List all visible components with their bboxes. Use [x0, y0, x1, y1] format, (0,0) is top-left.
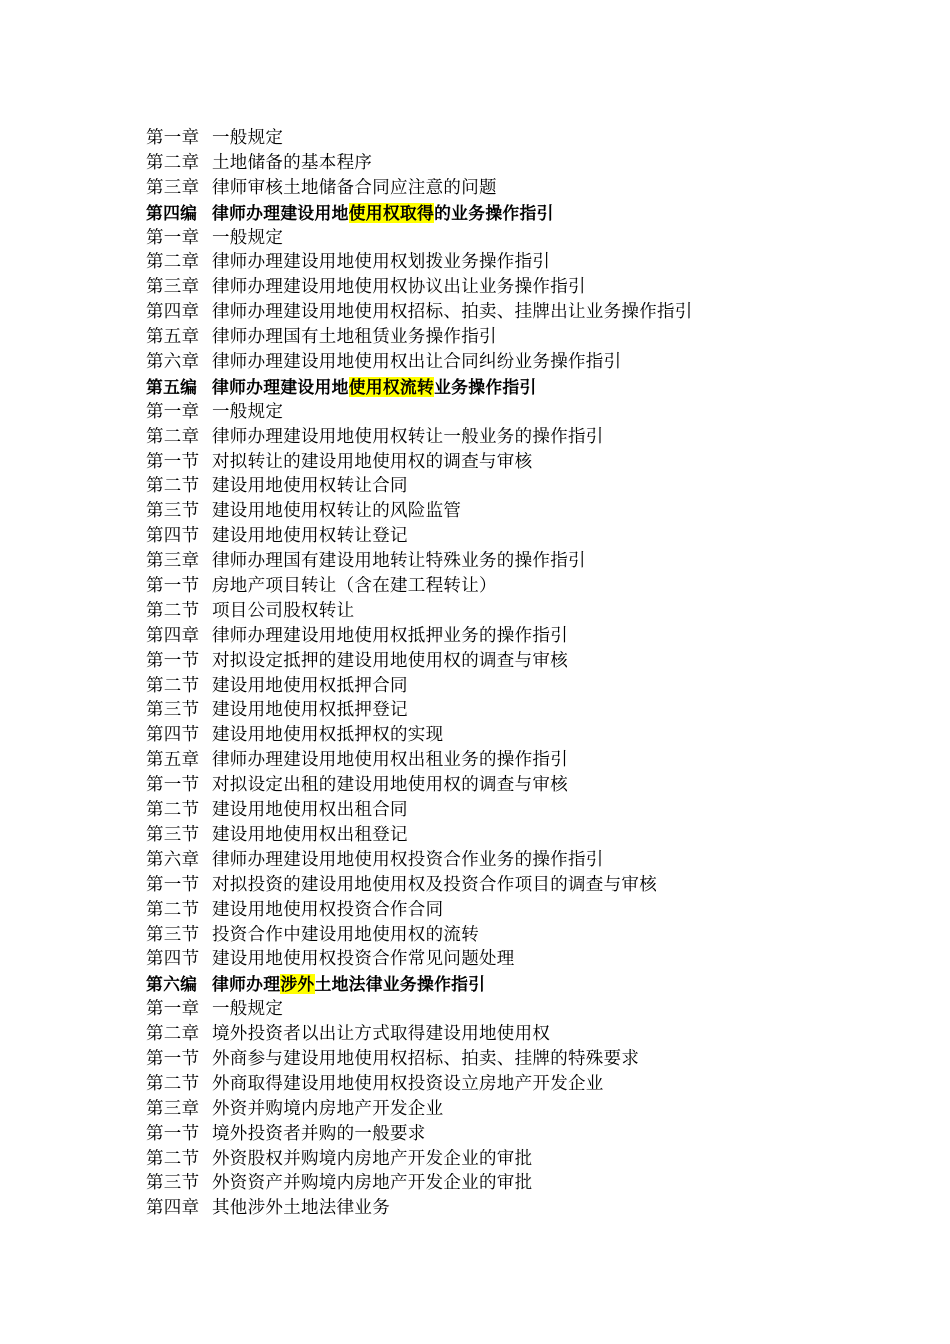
toc-entry — [146, 898, 926, 923]
toc-entry-title: 业务操作指引 — [434, 376, 537, 397]
toc-entry-title: 境外投资者以出让方式取得建设用地使用权 — [212, 1024, 551, 1045]
toc-entry-title: 一般规定 — [212, 999, 284, 1020]
toc-entry-title: 律师办理建设用地使用权出租业务的操作指引 — [212, 750, 568, 771]
toc-entry-number: 第二节 — [146, 899, 200, 920]
toc-entry-title: 对拟转让的建设用地使用权的调查与审核 — [212, 451, 533, 472]
toc-entry-title: 建设用地使用权投资合作合同 — [212, 899, 444, 920]
toc-entry-number: 第四章 — [146, 625, 200, 646]
toc-entry — [146, 275, 926, 300]
toc-entry-title: 外资股权并购境内房地产开发企业的审批 — [212, 1148, 533, 1169]
toc-entry-number: 第一章 — [146, 999, 200, 1020]
toc-entry — [146, 151, 926, 176]
toc-entry-title: 律师办理建设用地 — [212, 376, 349, 397]
toc-entry-title: 对拟投资的建设用地使用权及投资合作项目的调查与审核 — [212, 874, 657, 895]
toc-entry — [146, 250, 926, 275]
toc-entry-title: 建设用地使用权出租登记 — [212, 824, 408, 845]
toc-entry — [146, 524, 926, 549]
toc-entry-title: 建设用地使用权转让的风险监管 — [212, 501, 462, 522]
toc-entry-title: 房地产项目转让（含在建工程转让） — [212, 576, 497, 597]
toc-entry-number: 第六章 — [146, 352, 200, 373]
toc-entry — [146, 997, 926, 1022]
toc-entry — [146, 549, 926, 574]
toc-entry — [146, 450, 926, 475]
toc-entry-number: 第三节 — [146, 924, 200, 945]
toc-entry-title: 境外投资者并购的一般要求 — [212, 1123, 426, 1144]
toc-entry-title: 律师办理建设用地使用权抵押业务的操作指引 — [212, 625, 568, 646]
toc-entry — [146, 1122, 926, 1147]
toc-part-heading — [146, 972, 926, 997]
toc-entry-number: 第三章 — [146, 1098, 200, 1119]
toc-entry — [146, 300, 926, 325]
toc-entry-title: 项目公司股权转让 — [212, 600, 355, 621]
toc-entry-number: 第二节 — [146, 675, 200, 696]
toc-entry-number: 第三章 — [146, 177, 200, 198]
toc-entry-number: 第一章 — [146, 401, 200, 422]
toc-entry — [146, 848, 926, 873]
toc-entry-number: 第四节 — [146, 526, 200, 547]
toc-entry-number: 第二章 — [146, 252, 200, 273]
toc-entry — [146, 923, 926, 948]
toc-entry — [146, 474, 926, 499]
toc-entry-title: 外资并购境内房地产开发企业 — [212, 1098, 444, 1119]
toc-entry-number: 第三节 — [146, 1173, 200, 1194]
toc-entry-number: 第三章 — [146, 551, 200, 572]
toc-entry-number: 第二节 — [146, 1148, 200, 1169]
toc-entry — [146, 649, 926, 674]
toc-entry — [146, 698, 926, 723]
toc-entry-title: 律师办理建设用地使用权转让一般业务的操作指引 — [212, 426, 604, 447]
toc-entry-number: 第五章 — [146, 327, 200, 348]
table-of-contents — [146, 126, 926, 1221]
toc-entry-title: 律师办理建设用地使用权投资合作业务的操作指引 — [212, 849, 604, 870]
toc-entry-title: 对拟设定抵押的建设用地使用权的调查与审核 — [212, 650, 568, 671]
toc-entry-title: 律师办理国有土地租赁业务操作指引 — [212, 327, 497, 348]
toc-entry-title: 律师办理建设用地使用权协议出让业务操作指引 — [212, 277, 586, 298]
toc-entry-number: 第四编 — [146, 202, 198, 223]
toc-entry-number: 第四章 — [146, 302, 200, 323]
toc-entry — [146, 574, 926, 599]
toc-entry-number: 第二章 — [146, 426, 200, 447]
toc-entry-title: 律师办理建设用地使用权出让合同纠纷业务操作指引 — [212, 352, 622, 373]
toc-entry-number: 第三节 — [146, 501, 200, 522]
toc-entry — [146, 1171, 926, 1196]
toc-entry — [146, 773, 926, 798]
toc-entry — [146, 947, 926, 972]
toc-entry-title: 外资资产并购境内房地产开发企业的审批 — [212, 1173, 533, 1194]
toc-entry-title: 建设用地使用权抵押合同 — [212, 675, 408, 696]
toc-entry-number: 第一节 — [146, 576, 200, 597]
toc-entry-number: 第四章 — [146, 1198, 200, 1219]
toc-entry — [146, 1022, 926, 1047]
toc-entry-number: 第一节 — [146, 1048, 200, 1069]
toc-entry-number: 第二节 — [146, 600, 200, 621]
toc-entry-title: 外商取得建设用地使用权投资设立房地产开发企业 — [212, 1073, 604, 1094]
toc-entry-title: 建设用地使用权转让合同 — [212, 476, 408, 497]
toc-entry-title: 其他涉外土地法律业务 — [212, 1198, 390, 1219]
toc-part-heading — [146, 375, 926, 400]
highlighted-text: 使用权取得 — [348, 202, 435, 223]
toc-entry-number: 第二章 — [146, 152, 200, 173]
highlighted-text: 涉外 — [280, 974, 315, 995]
toc-entry-number: 第四节 — [146, 949, 200, 970]
toc-entry-number: 第六章 — [146, 849, 200, 870]
highlighted-text: 使用权流转 — [348, 376, 435, 397]
toc-entry — [146, 674, 926, 699]
toc-entry — [146, 176, 926, 201]
toc-entry-number: 第一章 — [146, 227, 200, 248]
toc-entry-title: 律师办理建设用地使用权招标、拍卖、挂牌出让业务操作指引 — [212, 302, 693, 323]
toc-entry-number: 第三节 — [146, 824, 200, 845]
toc-entry-title: 律师审核土地储备合同应注意的问题 — [212, 177, 497, 198]
toc-part-heading — [146, 201, 926, 226]
toc-entry-title: 对拟设定出租的建设用地使用权的调查与审核 — [212, 775, 568, 796]
toc-entry-number: 第二章 — [146, 1024, 200, 1045]
toc-entry-title: 建设用地使用权抵押权的实现 — [212, 725, 444, 746]
toc-entry-number: 第一节 — [146, 775, 200, 796]
toc-entry — [146, 499, 926, 524]
toc-entry-number: 第二节 — [146, 476, 200, 497]
toc-entry — [146, 126, 926, 151]
toc-entry-title: 律师办理建设用地 — [212, 202, 349, 223]
toc-entry-number: 第一章 — [146, 128, 200, 148]
toc-entry-number: 第四节 — [146, 725, 200, 746]
toc-entry-title: 律师办理建设用地使用权划拨业务操作指引 — [212, 252, 551, 273]
toc-entry-title: 的业务操作指引 — [434, 202, 554, 223]
toc-entry-title: 土地储备的基本程序 — [212, 152, 373, 173]
toc-entry-number: 第五编 — [146, 376, 198, 397]
toc-entry-number: 第一节 — [146, 1123, 200, 1144]
toc-entry-number: 第二节 — [146, 800, 200, 821]
toc-entry-number: 第三节 — [146, 700, 200, 721]
toc-entry-title: 建设用地使用权出租合同 — [212, 800, 408, 821]
toc-entry — [146, 823, 926, 848]
toc-entry-number: 第二节 — [146, 1073, 200, 1094]
toc-entry-title: 一般规定 — [212, 128, 284, 148]
toc-entry-title: 外商参与建设用地使用权招标、拍卖、挂牌的特殊要求 — [212, 1048, 640, 1069]
toc-entry — [146, 325, 926, 350]
toc-entry-number: 第六编 — [146, 974, 198, 995]
toc-entry — [146, 1147, 926, 1172]
toc-entry — [146, 350, 926, 375]
toc-entry-number: 第一节 — [146, 451, 200, 472]
toc-entry — [146, 748, 926, 773]
toc-entry-number: 第一节 — [146, 650, 200, 671]
toc-entry — [146, 1047, 926, 1072]
toc-entry-title: 建设用地使用权投资合作常见问题处理 — [212, 949, 515, 970]
toc-entry-title: 建设用地使用权转让登记 — [212, 526, 408, 547]
toc-entry-title: 律师办理国有建设用地转让特殊业务的操作指引 — [212, 551, 586, 572]
toc-entry-number: 第三章 — [146, 277, 200, 298]
toc-entry — [146, 723, 926, 748]
toc-entry — [146, 1196, 926, 1221]
toc-entry — [146, 624, 926, 649]
toc-entry-title: 律师办理 — [212, 974, 281, 995]
toc-entry — [146, 599, 926, 624]
toc-entry — [146, 798, 926, 823]
toc-entry — [146, 425, 926, 450]
toc-entry — [146, 1097, 926, 1122]
toc-entry — [146, 400, 926, 425]
toc-entry-title: 一般规定 — [212, 227, 284, 248]
toc-entry-title: 一般规定 — [212, 401, 284, 422]
toc-entry-title: 土地法律业务操作指引 — [314, 974, 486, 995]
toc-entry — [146, 1072, 926, 1097]
toc-entry-title: 建设用地使用权抵押登记 — [212, 700, 408, 721]
toc-entry-number: 第一节 — [146, 874, 200, 895]
toc-entry — [146, 226, 926, 251]
toc-entry-number: 第五章 — [146, 750, 200, 771]
toc-entry-title: 投资合作中建设用地使用权的流转 — [212, 924, 479, 945]
toc-entry — [146, 873, 926, 898]
